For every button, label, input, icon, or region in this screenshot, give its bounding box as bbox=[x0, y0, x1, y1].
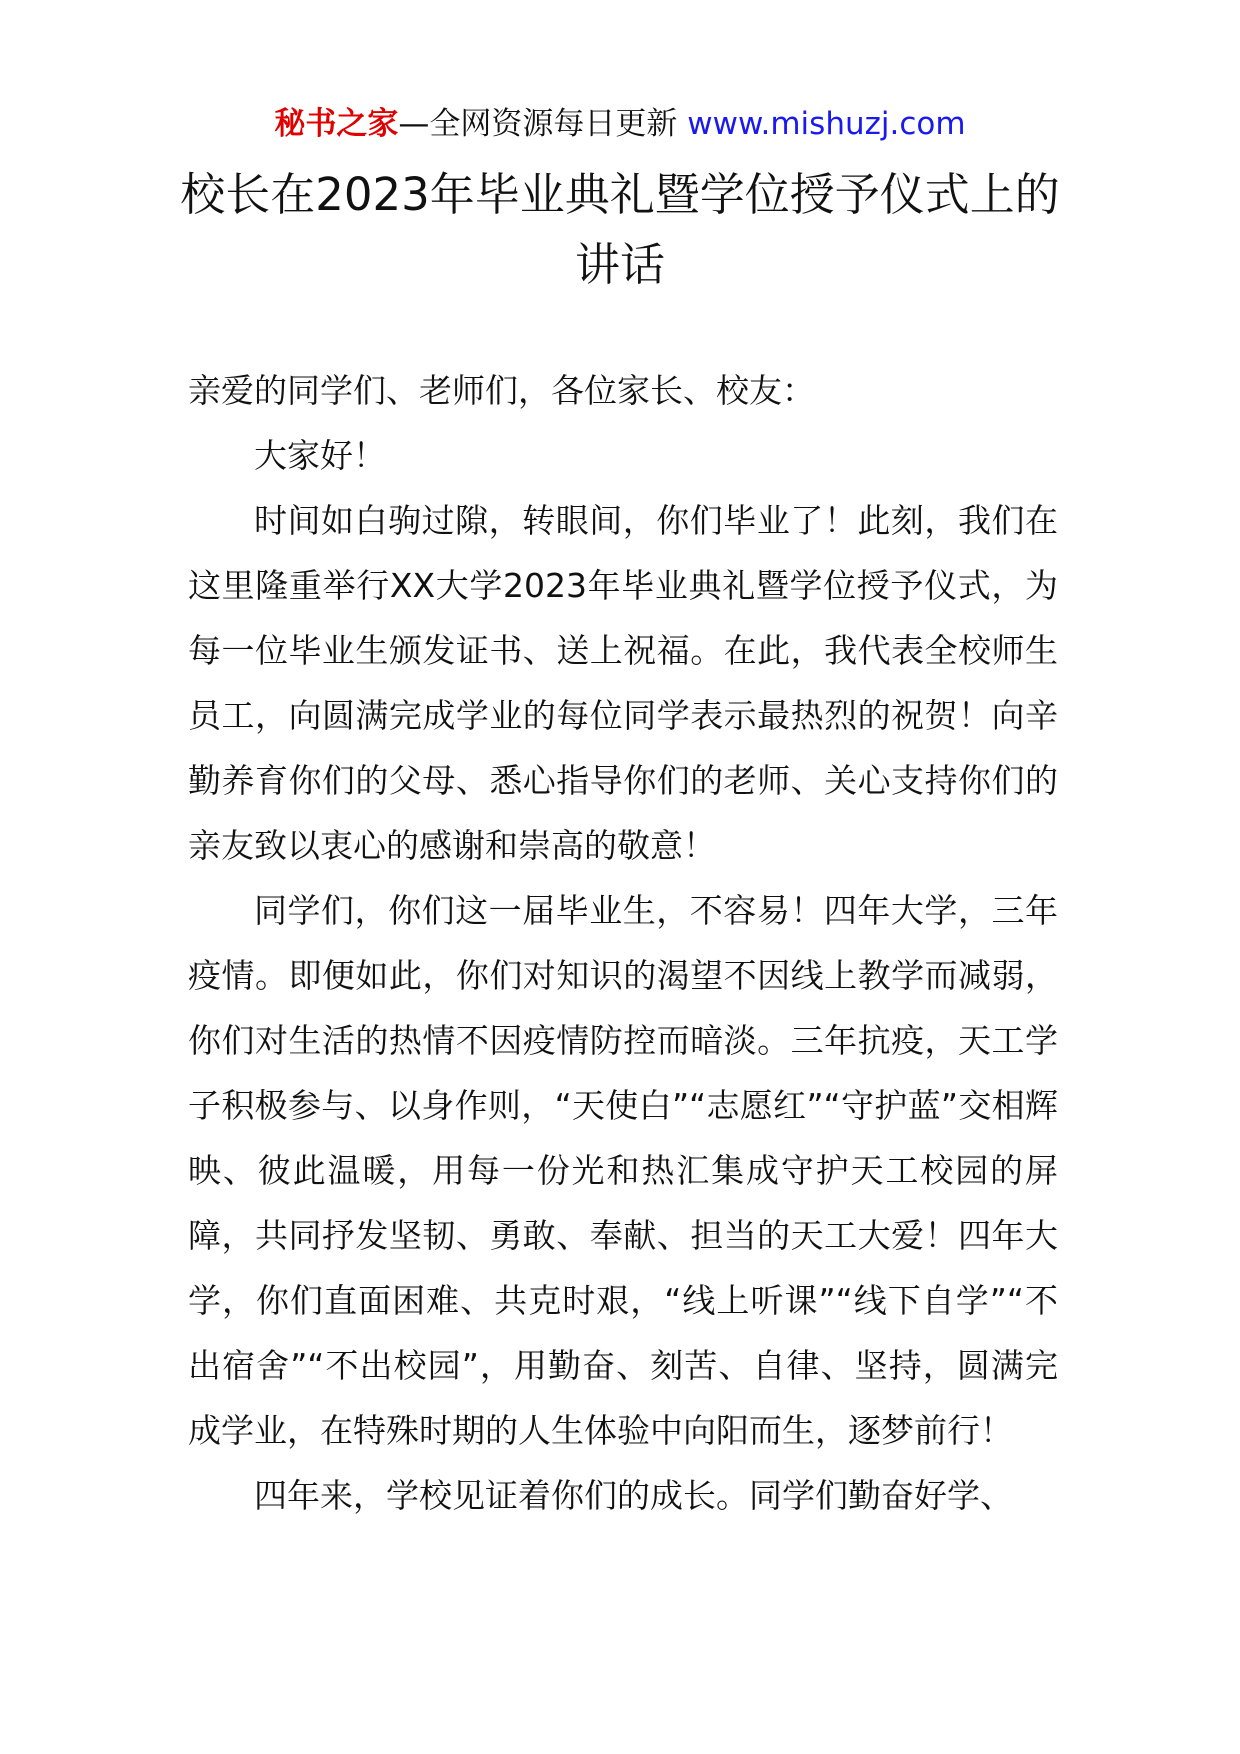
greeting-line: 亲爱的同学们、老师们，各位家长、校友： bbox=[188, 371, 815, 410]
brand-name: 秘书之家 bbox=[274, 106, 399, 142]
document-title: 校长在2023年毕业典礼暨学位授予仪式上的讲话 bbox=[180, 168, 1060, 291]
header-tagline: —全网资源每日更新 bbox=[398, 106, 678, 142]
site-url-link[interactable]: www.mishuzj.com bbox=[687, 106, 966, 142]
body-paragraph: 大家好！ bbox=[254, 436, 386, 475]
document-body bbox=[188, 358, 1058, 1528]
body-paragraph: 时间如白驹过隙，转眼间，你们毕业了！此刻，我们在这里隆重举行XX大学2023年毕业典礼暨学位授予仪式，为每一位毕业生颁发证书、送上祝福。在此，我代表全校师生员工，向圆满完成学业的每位同学表示最热烈的祝贺！向辛勤养育你们的父母、悉心指导你们的老师、关心支持你们的亲友致以衷心的感谢和崇高的敬意！ bbox=[188, 501, 1058, 865]
site-header bbox=[0, 102, 1240, 146]
body-paragraph: 同学们，你们这一届毕业生，不容易！四年大学，三年疫情。即便如此，你们对知识的渴望不因线上教学而减弱，你们对生活的热情不因疫情防控而暗淡。三年抗疫，天工学子积极参与、以身作则，“天使白”“志愿红”“守护蓝”交相辉映、彼此温暖，用每一份光和热汇集成守护天工校园的屏障，共同抒发坚韧、勇敢、奉献、担当的天工大爱！四年大学，你们直面困难、共克时艰，“线上听课”“线下自学”“不出宿舍”“不出校园”，用勤奋、刻苦、自律、坚持，圆满完成学业，在特殊时期的人生体验中向阳而生，逐梦前行！ bbox=[188, 891, 1058, 1450]
body-paragraph: 四年来，学校见证着你们的成长。同学们勤奋好学、 bbox=[254, 1476, 1013, 1515]
